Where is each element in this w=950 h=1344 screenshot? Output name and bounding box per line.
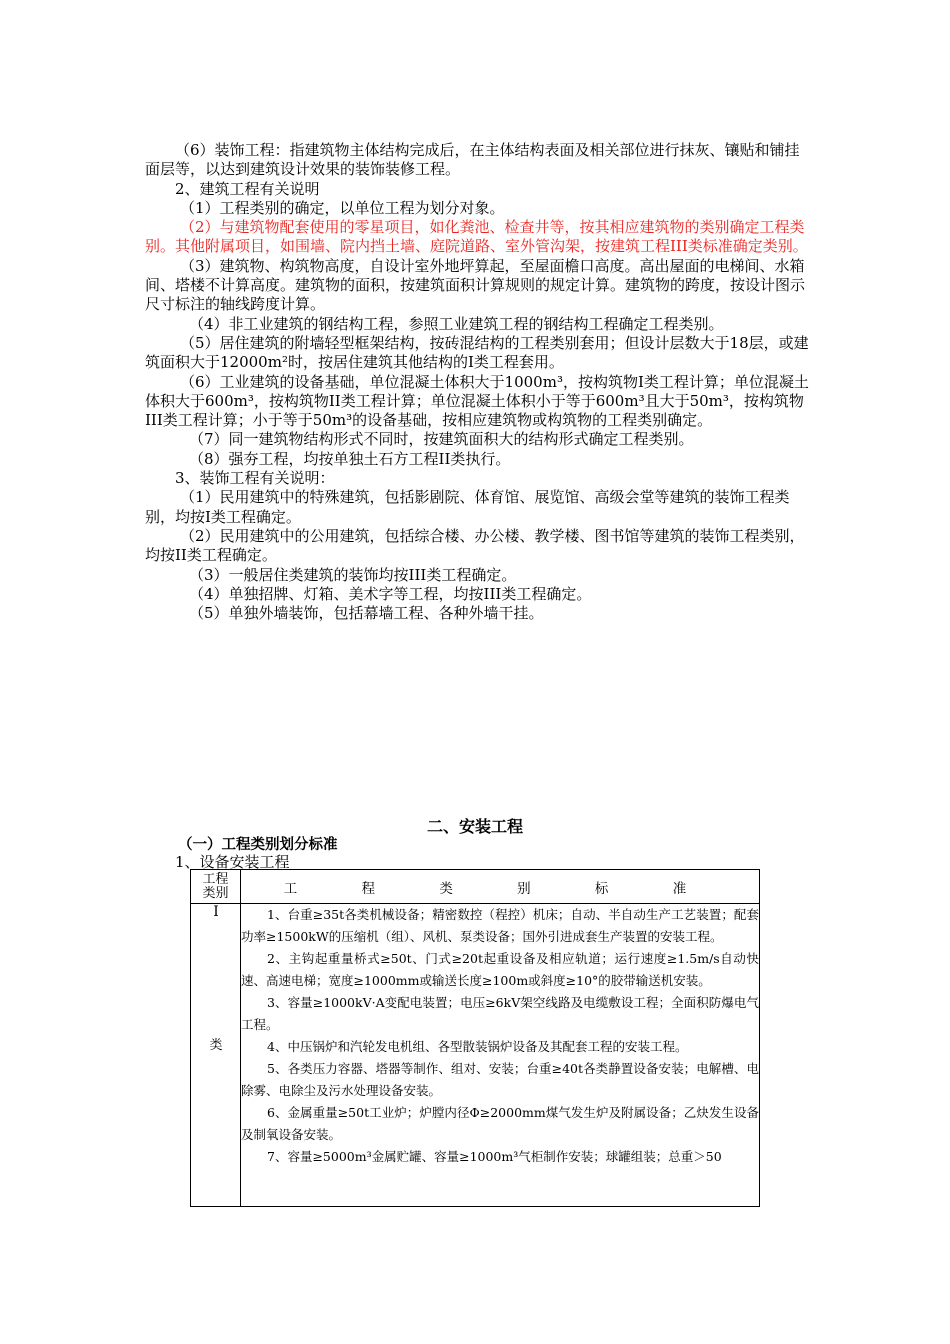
paragraph-deco-note-2: （2）民用建筑中的公用建筑，包括综合楼、办公楼、教学楼、图书馆等建筑的装饰工程类别，均按II类工程确定。 (145, 526, 805, 565)
header-category-cell (191, 870, 241, 904)
standard-item: 6、金属重量≥50t工业炉；炉膛内径Φ≥2000mm煤气发生炉及附属设备；乙炔发生设备及制氧设备安装。 (241, 1105, 759, 1142)
paragraph-note-5: （5）居住建筑的附墙轻型框架结构，按砖混结构的工程类别套用；但设计层数大于18层，或建筑面积大于12000m²时，按居住建筑其他结构的I类工程套用。 (145, 333, 809, 372)
category-standard-table (190, 869, 760, 1207)
category-roman: I (213, 904, 219, 920)
paragraph-deco-note-1: （1）民用建筑中的特殊建筑，包括影剧院、体育馆、展览馆、高级会堂等建筑的装饰工程类别，均按I类工程确定。 (145, 488, 790, 526)
section-title: 二、安装工程 (426, 817, 523, 836)
paragraph-note-7: （7）同一建筑物结构形式不同时，按建筑面积大的结构形式确定工程类别。 (189, 430, 694, 449)
table-header-row (191, 870, 760, 904)
standard-item: 3、容量≥1000kV·A变配电装置；电压≥6kV架空线路及电缆敷设工程；全面积防爆电气工程。 (241, 995, 759, 1032)
paragraph-decoration-works: （6）装饰工程：指建筑物主体结构完成后，在主体结构表面及相关部位进行抹灰、镶贴和铺挂面层等，以达到建筑设计效果的装饰装修工程。 (145, 141, 800, 179)
heading-building-notes: 2、建筑工程有关说明 (175, 179, 320, 198)
paragraph-deco-note-5: （5）单独外墙装饰，包括幕墙工程、各种外墙干挂。 (189, 604, 544, 623)
paragraph-note-3: （3）建筑物、构筑物高度，自设计室外地坪算起，至屋面檐口高度。高出屋面的电梯间、水箱间、塔楼不计算高度。建筑物的面积，按建筑面积计算规则的规定计算。建筑物的跨度，按设计图示尺寸标注的轴线跨度计算。 (145, 256, 806, 314)
category-cell (191, 904, 241, 1207)
paragraph-deco-note-3: （3）一般居住类建筑的装饰均按III类工程确定。 (189, 565, 517, 584)
paragraph-note-1: （1）工程类别的确定，以单位工程为划分对象。 (180, 198, 505, 217)
standard-items-cell (241, 904, 760, 1207)
section-subtitle: （一）工程类别划分标准 (178, 837, 338, 853)
category-char: 类 (209, 1038, 223, 1053)
paragraph-note-2-highlighted: （2）与建筑物配套使用的零星项目，如化粪池、检查井等，按其相应建筑物的类别确定工程类别。其他附属项目，如围墙、院内挡土墙、庭院道路、室外管沟架，按建筑工程III类标准确定类别。 (145, 218, 808, 256)
header-standard-label: 工 程 类 别 标 准 (283, 880, 717, 897)
section-subsubtitle: 1、设备安装工程 (175, 853, 290, 871)
paragraph-note-8: （8）强夯工程，均按单独土石方工程II类执行。 (189, 449, 511, 468)
standard-item: 1、台重≥35t各类机械设备；精密数控（程控）机床；自动、半自动生产工艺装置；配套功率≥1500kW的压缩机（组）、风机、泵类设备；国外引进成套生产装置的安装工程。 (241, 907, 759, 944)
paragraph-note-4: （4）非工业建筑的钢结构工程，参照工业建筑工程的钢结构工程确定工程类别。 (189, 314, 724, 333)
standard-item: 5、各类压力容器、塔器等制作、组对、安装；台重≥40t各类静置设备安装；电解槽、电除雾、电除尘及污水处理设备安装。 (241, 1061, 759, 1098)
header-standard-cell (241, 870, 760, 904)
header-category-label: 工程 类别 (202, 871, 229, 901)
standard-item: 4、中压锅炉和汽轮发电机组、各型散装锅炉设备及其配套工程的安装工程。 (267, 1039, 688, 1054)
paragraph-deco-note-4: （4）单独招牌、灯箱、美术字等工程，均按III类工程确定。 (189, 584, 592, 603)
standard-item: 2、主钩起重量桥式≥50t、门式≥20t起重设备及相应轨道；运行速度≥1.5m/s自动快速、高速电梯；宽度≥1000mm或输送长度≥100m或斜度≥10°的胶带输送机安装。 (241, 951, 759, 988)
body-text (145, 141, 810, 623)
heading-decoration-notes: 3、装饰工程有关说明： (175, 469, 335, 488)
table-row (191, 904, 760, 1207)
paragraph-note-6: （6）工业建筑的设备基础，单位混凝土体积大于1000m³，按构筑物I类工程计算；单位混凝土体积大于600m³，按构筑物II类工程计算；单位混凝土体积小于等于600m³且大于50m³，按构筑物III类工程计算；小于等于50m³的设备基础，按相应建筑物或构筑物的工程类别确定。 (145, 372, 809, 430)
standard-item: 7、容量≥5000m³金属贮罐、容量≥1000m³气柜制作安装；球罐组装；总重＞50 (267, 1149, 722, 1164)
